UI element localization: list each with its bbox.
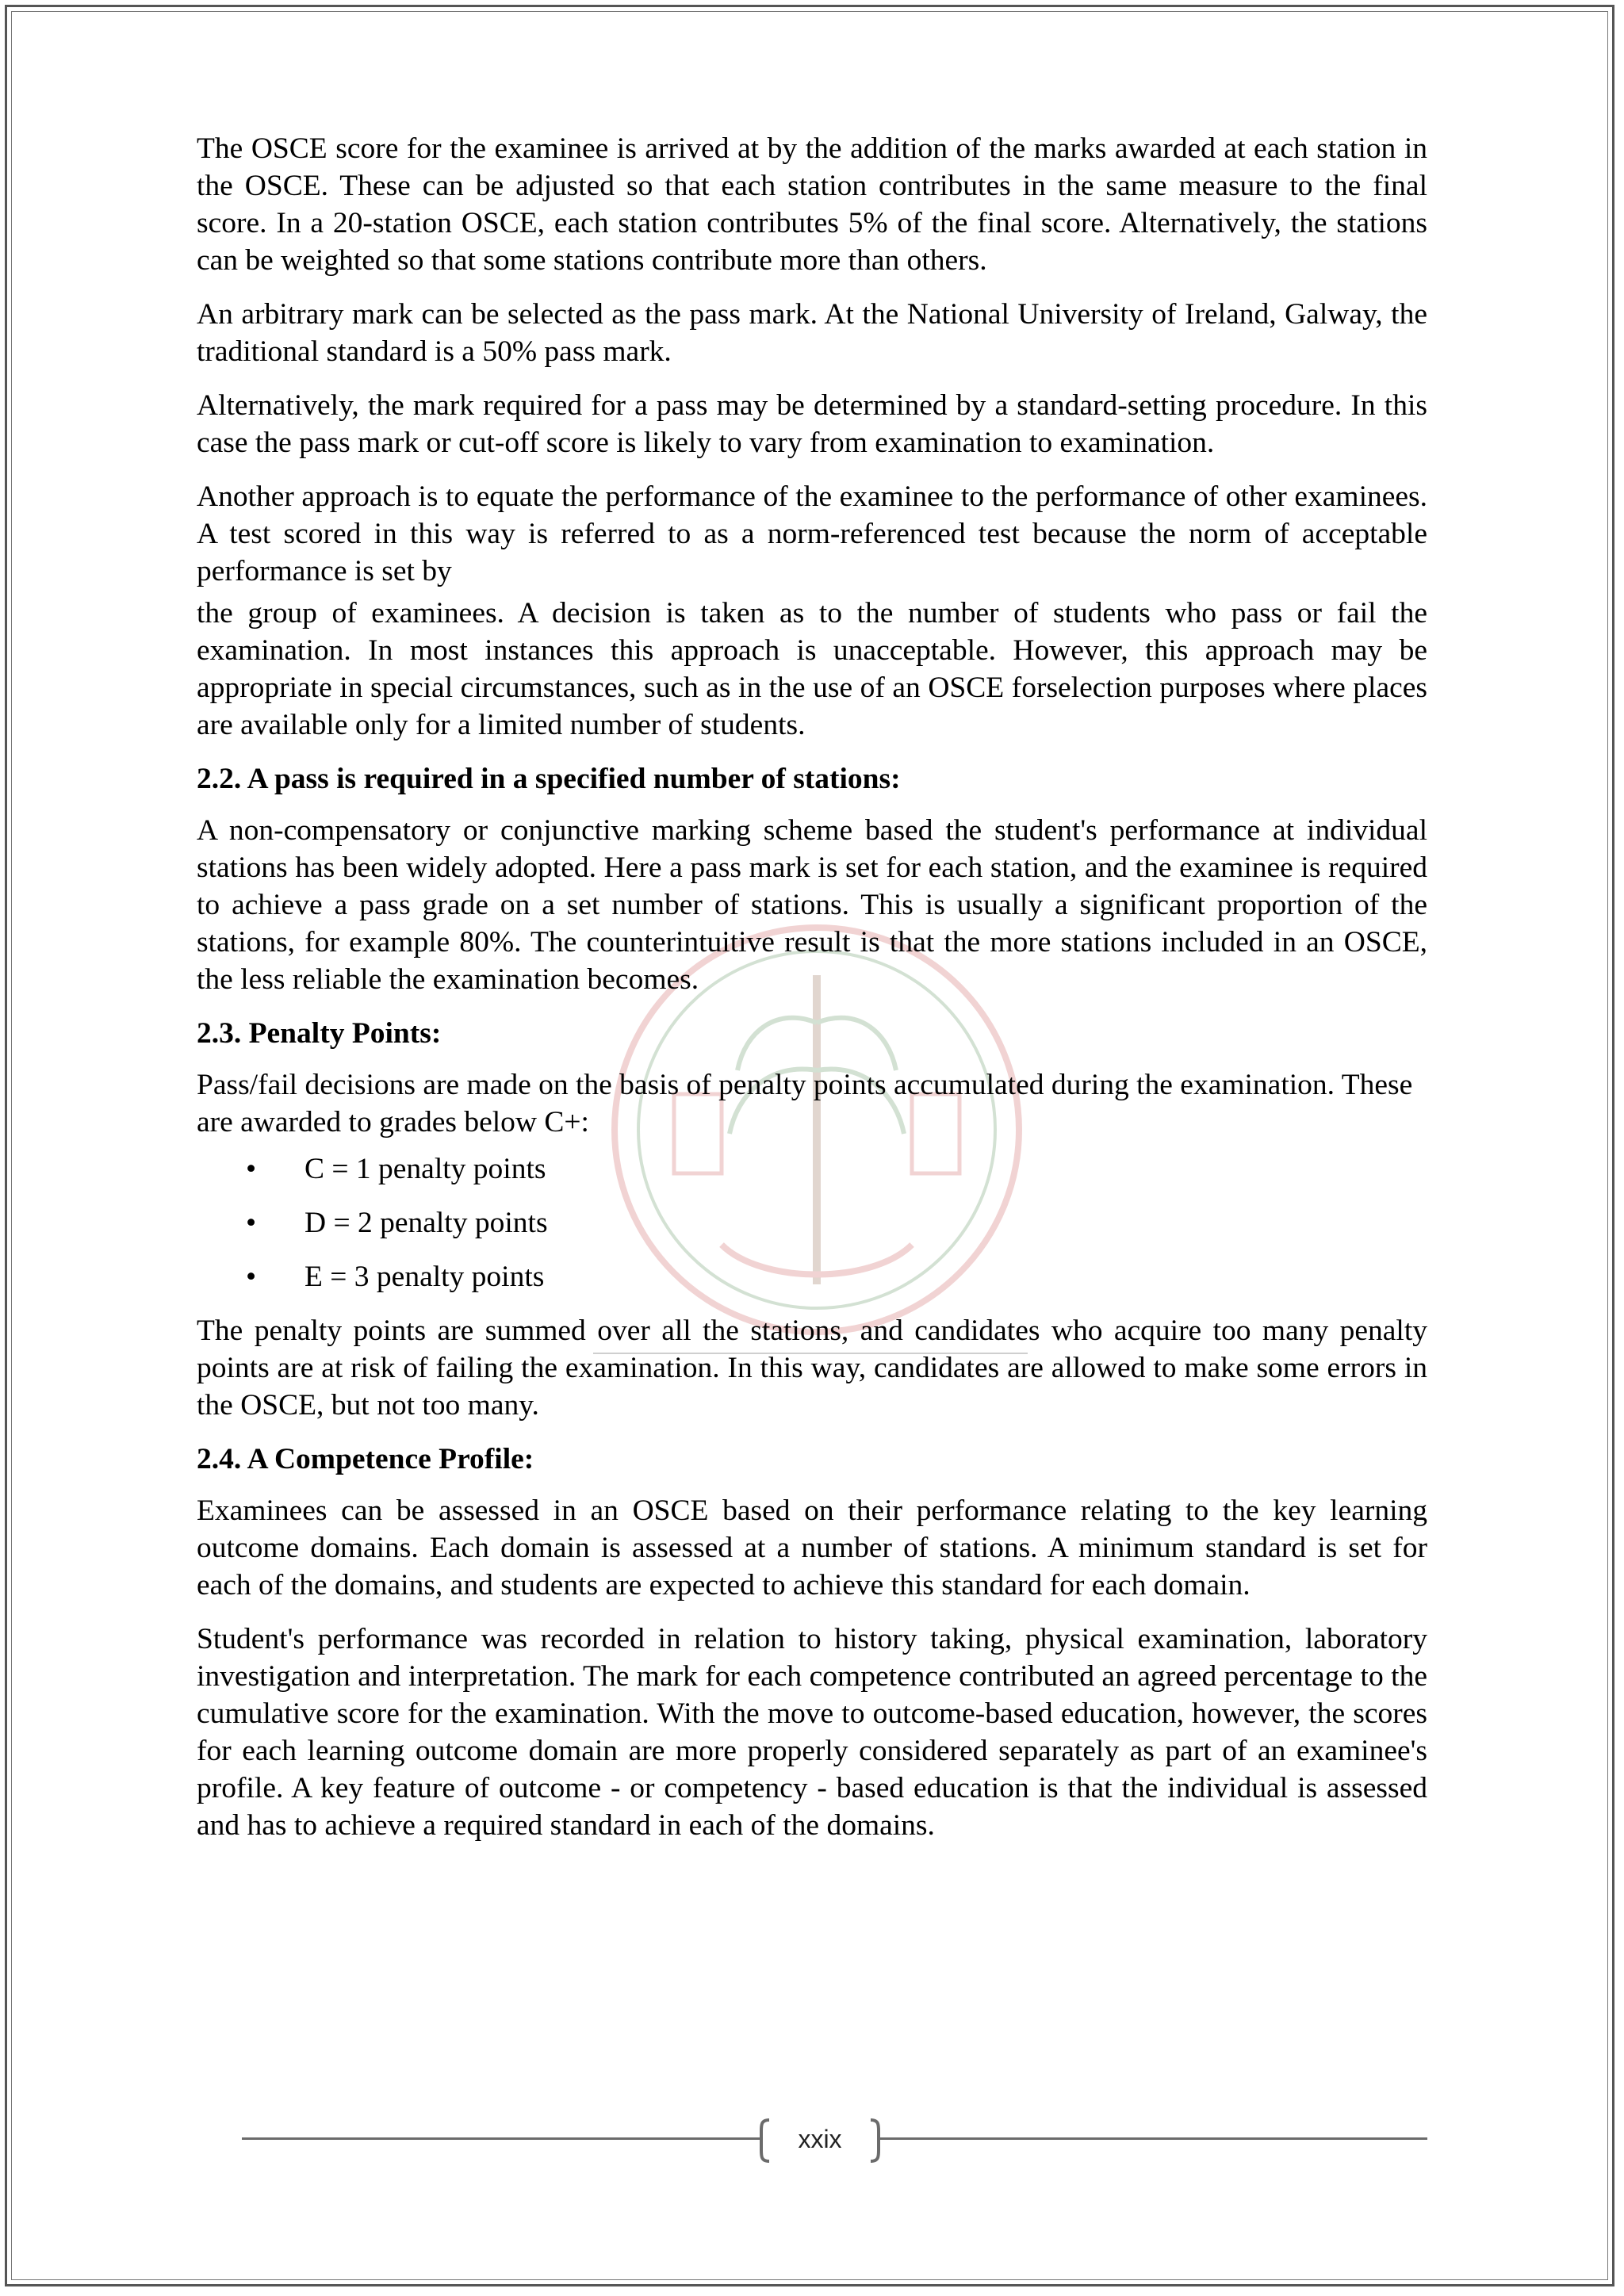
footer-rule-right (879, 2137, 1427, 2140)
footer-rule-left (242, 2137, 761, 2140)
heading-penalty-points: 2.3. Penalty Points: (197, 1017, 442, 1050)
bullet-glyph: • (246, 1153, 257, 1185)
paragraph-examinees-domains: Examinees can be assessed in an OSCE based on their performance relating to the key learning outcome domains. Each domain is assessed at a number of stations. A minimum standard is set for each of the domains, and students are expected to achieve this standard for each domain. (197, 1494, 1427, 1601)
list-item (197, 1204, 1427, 1242)
page-number: xxix (798, 2125, 842, 2153)
list-item (197, 1258, 1427, 1295)
paragraph-standard-setting: Alternatively, the mark required for a pass may be determined by a standard-setting procedure. In this case the pass mark or cut-off score is likely to vary from examination to examination. (197, 389, 1427, 459)
paragraph-student-performance: Student's performance was recorded in relation to history taking, physical examination, laboratory investigation and interpretation. The mark for each competence contributed an agreed percentage to the cumulative score for the examination. With the move to outcome-based education, however, the scores for each learning outcome domain are more properly considered separately as part of an examinee's profile. A key feature of outcome - or competency - based education is that the individual is assessed and has to achieve a required standard in each of the domains. (197, 1623, 1427, 1842)
list-item-text: E = 3 penalty points (304, 1261, 545, 1293)
paragraph-arbitrary-mark: An arbitrary mark can be selected as the pass mark. At the National University of Ireland, Galway, the traditional standard is a 50% pass mark. (197, 298, 1427, 368)
paragraph-group-of-examinees: the group of examinees. A decision is taken as to the number of students who pass or fail the examination. In most instances this approach is unacceptable. However, this approach may be appropriate in special circumstances, such as in the use of an OSCE forselection purposes where places are available only for a limited number of students. (197, 597, 1427, 741)
paragraph-penalty-decisions: Pass/fail decisions are made on the basis of penalty points accumulated during the examination. These are awarded to grades below C+: (197, 1069, 1413, 1138)
heading-pass-specified-stations: 2.2. A pass is required in a specified number of stations: (197, 763, 901, 795)
bullet-glyph: • (246, 1261, 257, 1293)
paragraph-norm-referenced: Another approach is to equate the performance of the examinee to the performance of other examinees. A test scored in this way is referred to as a norm-referenced test because the norm of acceptable performance is set by (197, 480, 1427, 587)
list-item-text: D = 2 penalty points (304, 1207, 548, 1239)
paragraph-penalty-summed: The penalty points are summed over all the stations, and candidates who acquire too many penalty points are at risk of failing the examination. In this way, candidates are allowed to make some errors in the OSCE, but not too many. (197, 1314, 1427, 1422)
bullet-glyph: • (246, 1207, 257, 1239)
penalty-points-list (197, 1150, 1427, 1295)
paragraph-osce-score: The OSCE score for the examinee is arrived at by the addition of the marks awarded at each station in the OSCE. These can be adjusted so that each station contributes in the same measure to the final score. In a 20-station OSCE, each station contributes 5% of the final score. Alternatively, the stations can be weighted so that some stations contribute more than others. (197, 132, 1427, 277)
paragraph-non-compensatory: A non-compensatory or conjunctive marking scheme based the student's performance at individual stations has been widely adopted. Here a pass mark is set for each station, and the examinee is required to achieve a pass grade on a set number of stations. This is usually a significant proportion of the stations, for example 80%. The counterintuitive result is that the more stations included in an OSCE, the less reliable the examination becomes. (197, 814, 1427, 996)
page-content (197, 130, 1427, 1861)
list-item (197, 1150, 1427, 1188)
list-item-text: C = 1 penalty points (304, 1153, 546, 1185)
heading-competence-profile: 2.4. A Competence Profile: (197, 1443, 534, 1475)
